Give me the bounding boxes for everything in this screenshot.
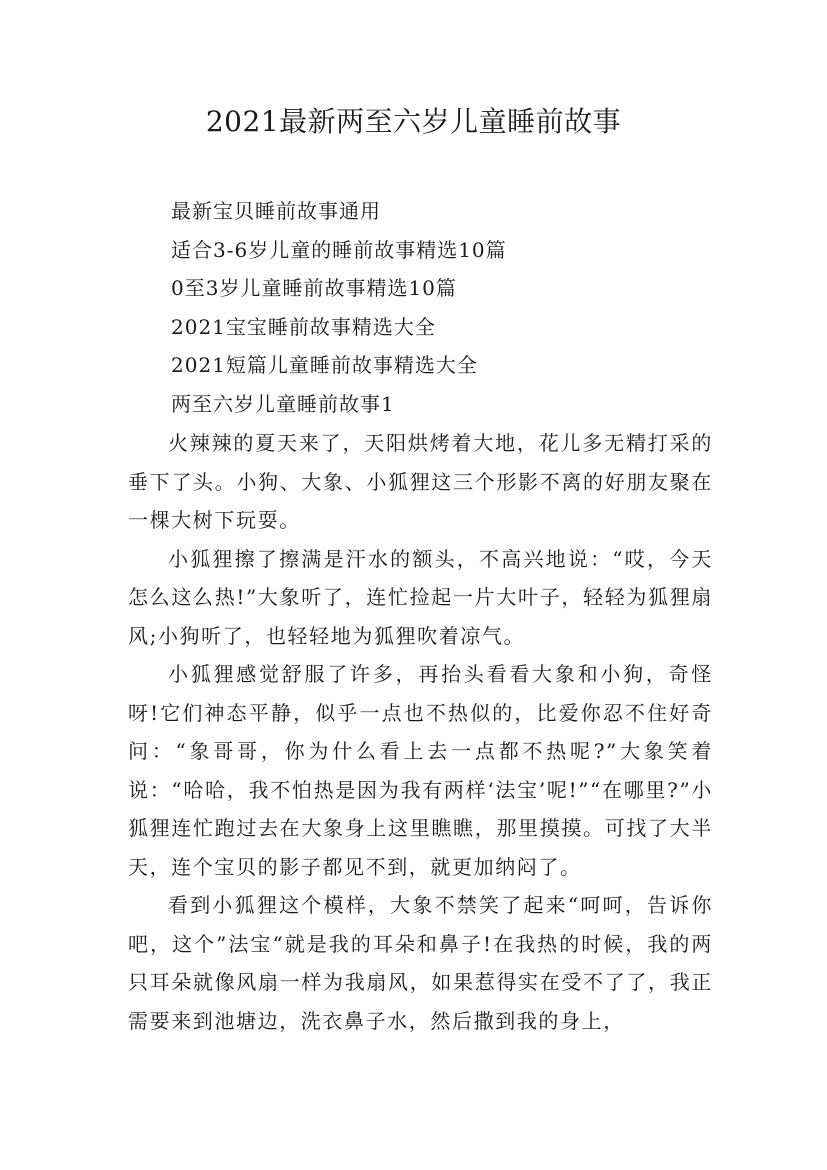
related-links-list [171, 192, 731, 423]
related-link[interactable]: 最新宝贝睡前故事通用 [171, 199, 381, 223]
story-paragraph: 小狐狸擦了擦满是汗水的额头，不高兴地说：“哎，今天怎么这么热!”大象听了，连忙捡起一片大叶子，轻轻为狐狸扇风;小狗听了，也轻轻地为狐狸吹着凉气。 [128, 546, 713, 648]
story-paragraph: 小狐狸感觉舒服了许多，再抬头看看大象和小狗，奇怪呀!它们神态平静，似乎一点也不热似的，比爱你忍不住好奇问：“象哥哥，你为什么看上去一点都不热呢?”大象笑着说：“哈哈，我不怕热是因为我有两样‘法宝’呢!”“在哪里?”小狐狸连忙跑过去在大象身上这里瞧瞧，那里摸摸。可找了大半天，连个宝贝的影子都见不到，就更加纳闷了。 [128, 662, 713, 879]
story-paragraph: 看到小狐狸这个模样，大象不禁笑了起来“呵呵，告诉你吧，这个”法宝“就是我的耳朵和鼻子!在我热的时候，我的两只耳朵就像风扇一样为我扇风，如果惹得实在受不了了，我正需要来到池塘边，洗衣鼻子水，然后撒到我的身上， [128, 893, 713, 1033]
related-link[interactable]: 2021短篇儿童睡前故事精选大全 [171, 353, 478, 377]
story-body [128, 424, 713, 1040]
story-paragraph: 火辣辣的夏天来了，天阳烘烤着大地，花儿多无精打采的垂下了头。小狗、大象、小狐狸这三个形影不离的好朋友聚在一棵大树下玩耍。 [128, 431, 713, 532]
related-link[interactable]: 适合3-6岁儿童的睡前故事精选10篇 [171, 237, 507, 262]
section-heading: 两至六岁儿童睡前故事1 [171, 391, 395, 416]
related-link[interactable]: 2021宝宝睡前故事精选大全 [171, 314, 436, 339]
related-link[interactable]: 0至3岁儿童睡前故事精选10篇 [171, 276, 457, 300]
document-title: 2021最新两至六岁儿童睡前故事 [205, 105, 622, 138]
